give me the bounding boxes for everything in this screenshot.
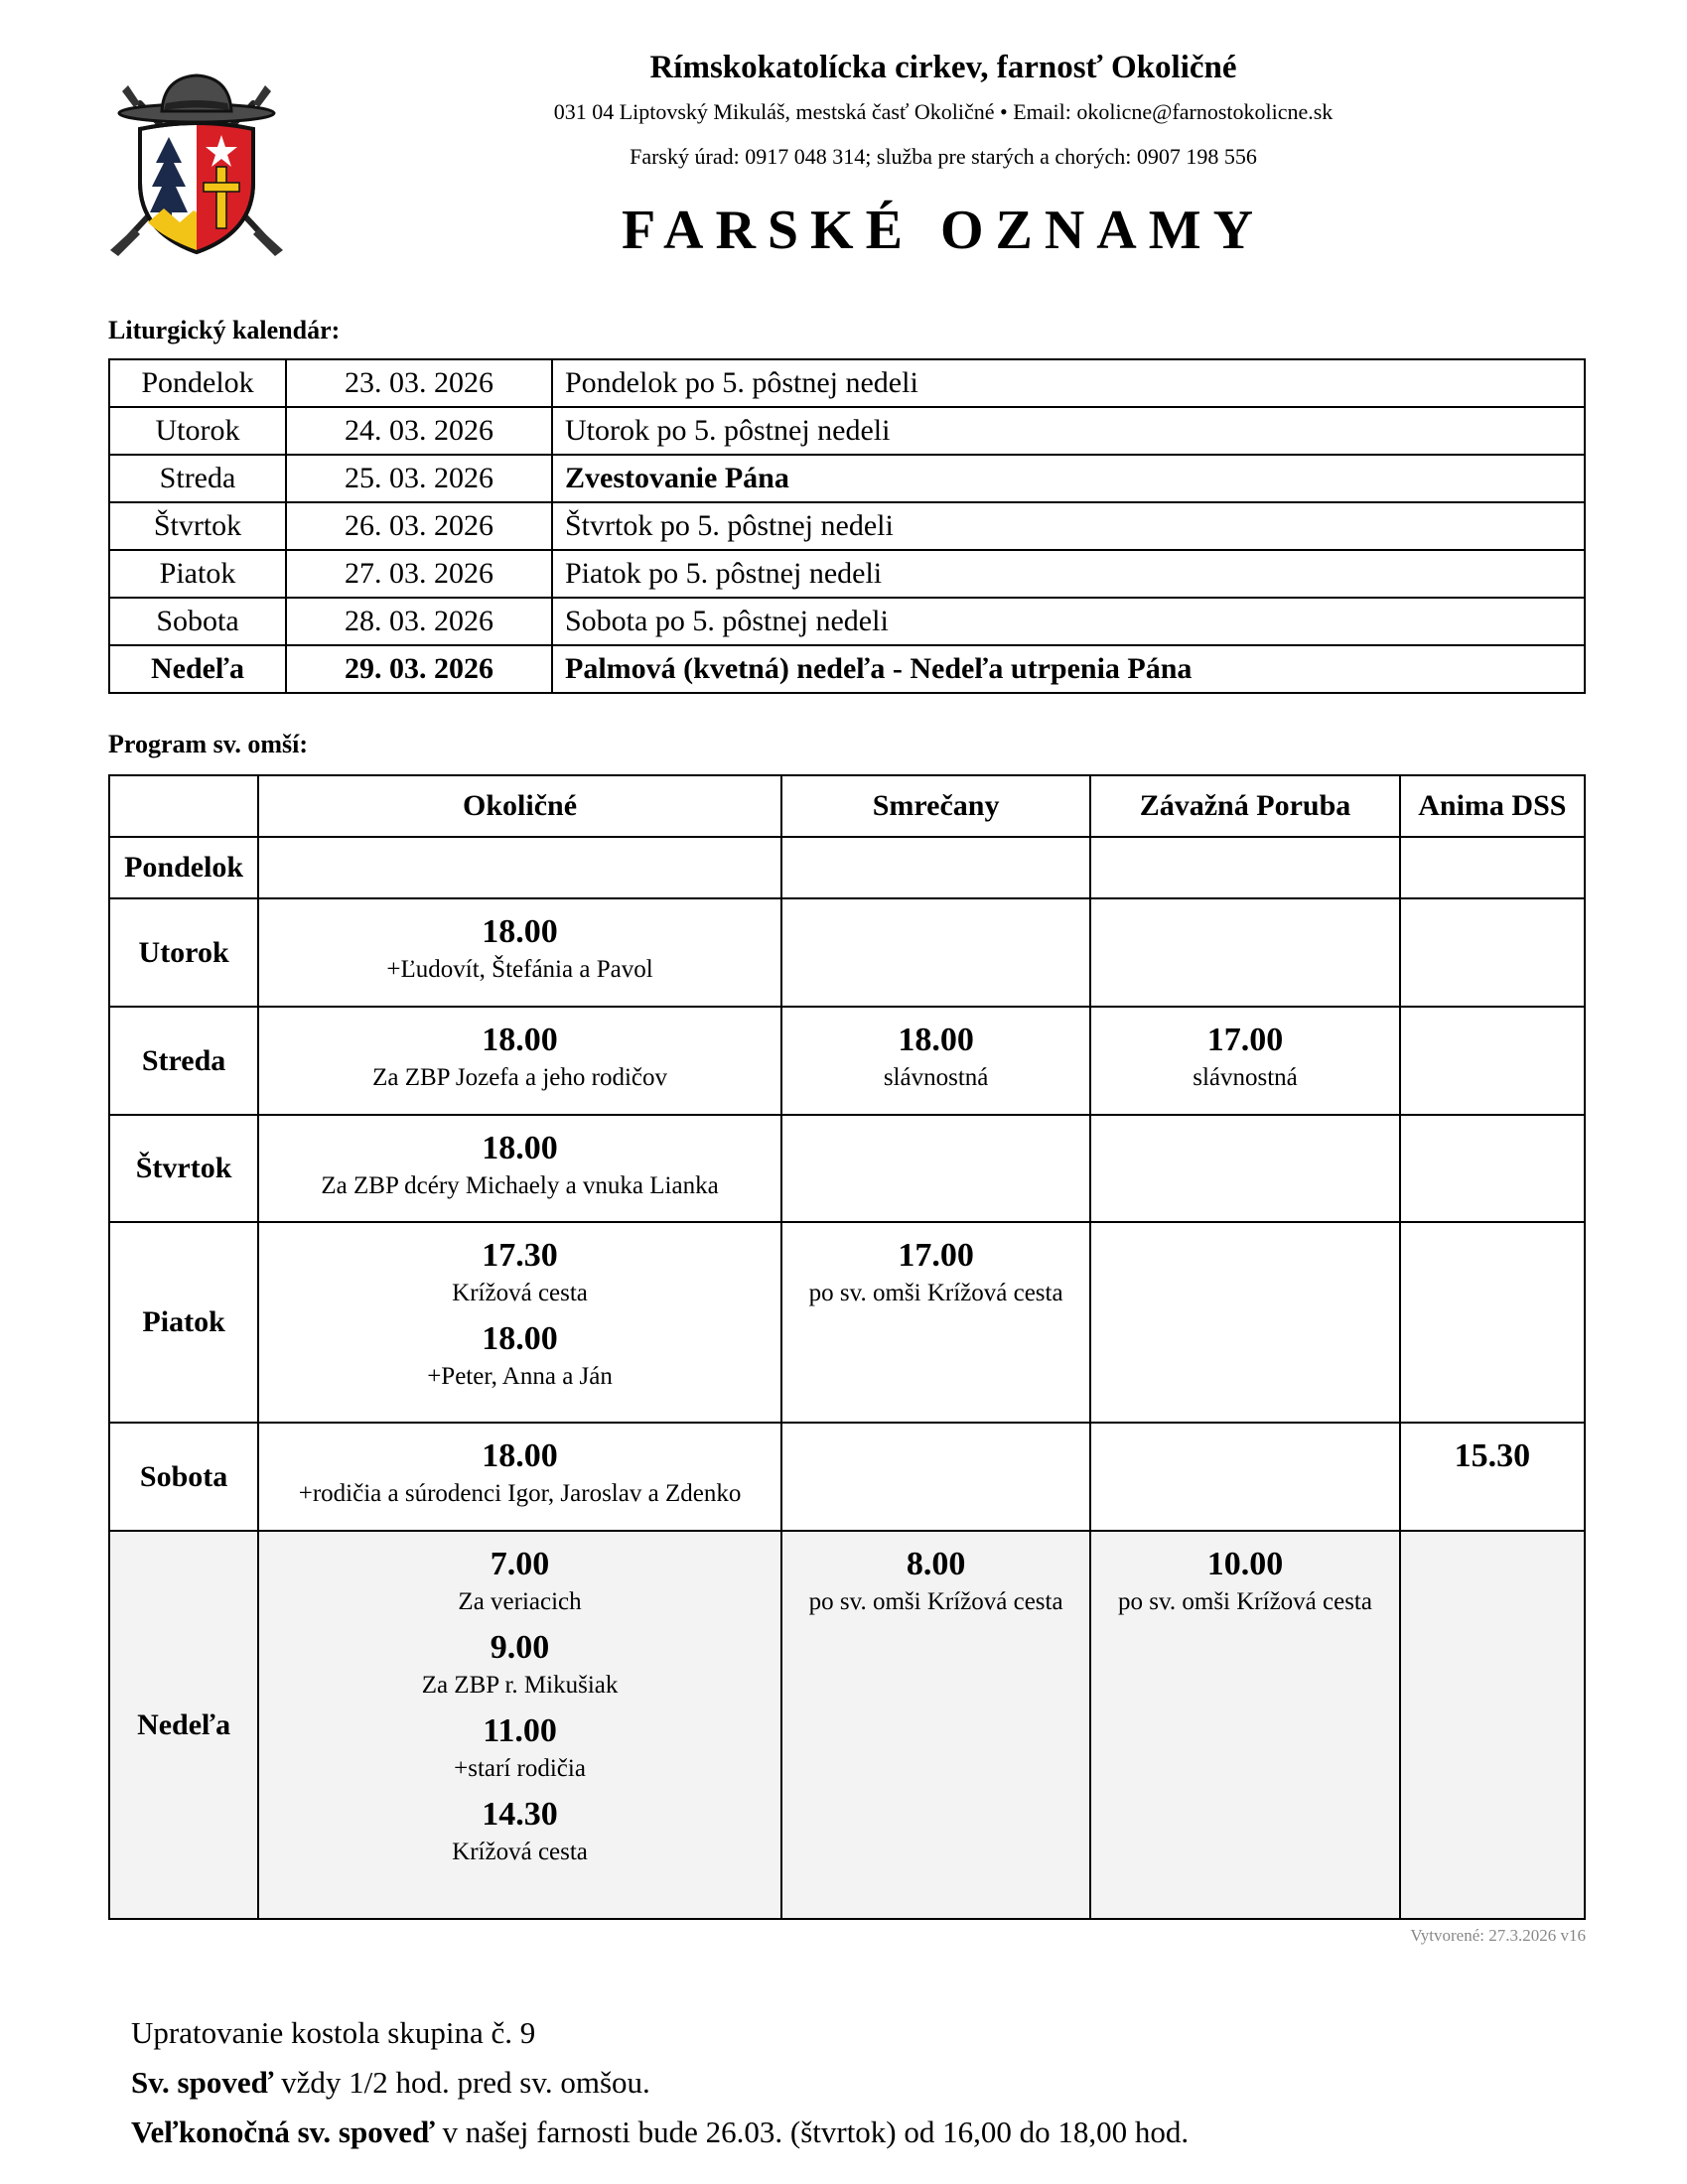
cell-okolicne <box>258 837 781 898</box>
mass-time: 18.00 <box>482 1130 558 1166</box>
cell-zavazna-poruba <box>1090 837 1399 898</box>
mass-intention: po sv. omši Krížová cesta <box>808 1588 1063 1615</box>
mass-intention: Krížová cesta <box>452 1280 588 1306</box>
mass-time: 17.30 <box>482 1237 558 1274</box>
cell-okolicne <box>258 1007 781 1115</box>
column-header-okolicne: Okoličné <box>258 775 781 837</box>
column-header-zavazna-poruba: Závažná Poruba <box>1090 775 1399 837</box>
cell-zavazna-poruba <box>1090 898 1399 1007</box>
confession-note-bold: Sv. spoveď <box>131 2065 274 2100</box>
mass-intention: Za ZBP dcéry Michaely a vnuka Lianka <box>321 1172 719 1199</box>
row-day-label: Piatok <box>109 1222 258 1423</box>
cell-smrecany <box>781 837 1090 898</box>
mass-slot <box>259 899 780 987</box>
calendar-day: Sobota <box>109 598 286 645</box>
calendar-day: Utorok <box>109 407 286 455</box>
mass-intention: po sv. omši Krížová cesta <box>808 1280 1063 1306</box>
calendar-row <box>109 359 1585 407</box>
program-row-tuesday <box>109 898 1585 1007</box>
column-header-smrecany: Smrečany <box>781 775 1090 837</box>
calendar-date: 29. 03. 2026 <box>286 645 552 693</box>
cell-anima-dss <box>1400 898 1585 1007</box>
calendar-row <box>109 455 1585 502</box>
mass-intention: Za ZBP Jozefa a jeho rodičov <box>372 1064 667 1091</box>
program-label: Program sv. omší: <box>108 730 308 758</box>
cell-zavazna-poruba <box>1090 1531 1399 1919</box>
mass-slot <box>259 1619 780 1703</box>
cell-zavazna-poruba <box>1090 1423 1399 1531</box>
cell-anima-dss <box>1400 1423 1585 1531</box>
program-row-saturday <box>109 1423 1585 1531</box>
mass-slot <box>259 1116 780 1203</box>
mass-time: 14.30 <box>482 1796 558 1833</box>
mass-intention: po sv. omši Krížová cesta <box>1118 1588 1372 1615</box>
cell-smrecany <box>781 1222 1090 1423</box>
mass-time: 15.30 <box>1454 1437 1531 1474</box>
calendar-title: Palmová (kvetná) nedeľa - Nedeľa utrpenia Pána <box>552 645 1585 693</box>
easter-confession-note-text: v našej farnosti bude 26.03. (štvrtok) od 16,00 do 18,00 hod. <box>434 2115 1190 2149</box>
mass-time: 17.00 <box>898 1237 974 1274</box>
mass-slot <box>782 1532 1089 1619</box>
cell-smrecany <box>781 1115 1090 1222</box>
mass-intention: Za veriacich <box>458 1588 582 1615</box>
liturgical-calendar-table <box>108 358 1586 694</box>
mass-time: 17.00 <box>1206 1022 1284 1058</box>
calendar-row <box>109 550 1585 598</box>
program-header-row <box>109 775 1585 837</box>
mass-slot <box>259 1703 780 1786</box>
page-title: FARSKÉ OZNAMY <box>621 200 1266 261</box>
mass-time: 18.00 <box>482 1320 558 1357</box>
calendar-day: Štvrtok <box>109 502 286 550</box>
mass-slot <box>782 1223 1089 1310</box>
calendar-date: 25. 03. 2026 <box>286 455 552 502</box>
mass-intention: +Ľudovít, Štefánia a Pavol <box>386 956 653 983</box>
calendar-date: 23. 03. 2026 <box>286 359 552 407</box>
cell-okolicne <box>258 1423 781 1531</box>
cell-anima-dss <box>1400 1222 1585 1423</box>
row-day-label: Sobota <box>109 1423 258 1531</box>
cell-smrecany <box>781 1423 1090 1531</box>
mass-intention: +rodičia a súrodenci Igor, Jaroslav a Zdenko <box>298 1480 742 1507</box>
calendar-row <box>109 645 1585 693</box>
row-day-label: Pondelok <box>109 837 258 898</box>
mass-slot <box>259 1532 780 1619</box>
calendar-date: 24. 03. 2026 <box>286 407 552 455</box>
cell-smrecany <box>781 1531 1090 1919</box>
row-day-label: Nedeľa <box>109 1531 258 1919</box>
cell-okolicne <box>258 1115 781 1222</box>
mass-slot <box>259 1424 780 1511</box>
cleaning-note: Upratovanie kostola skupina č. 9 <box>131 2015 536 2050</box>
easter-confession-note-bold: Veľkonočná sv. spoveď <box>131 2115 435 2149</box>
mass-time: 7.00 <box>490 1546 550 1582</box>
address-line: 031 04 Liptovský Mikuláš, mestská časť Okoličné • Email: okolicne@farnostokolicne.sk <box>553 99 1334 124</box>
mass-slot <box>259 1223 780 1310</box>
calendar-row <box>109 598 1585 645</box>
calendar-day: Streda <box>109 455 286 502</box>
calendar-row <box>109 407 1585 455</box>
row-day-label: Štvrtok <box>109 1115 258 1222</box>
calendar-title: Sobota po 5. pôstnej nedeli <box>552 598 1585 645</box>
mass-intention: +starí rodičia <box>454 1755 586 1782</box>
created-stamp: Vytvorené: 27.3.2026 v16 <box>1410 1926 1586 1945</box>
mass-time: 8.00 <box>906 1546 966 1582</box>
mass-slot <box>782 1008 1089 1095</box>
mass-time: 9.00 <box>490 1629 550 1666</box>
mass-slot <box>259 1310 780 1394</box>
confession-note-text: vždy 1/2 hod. pred sv. omšou. <box>273 2065 650 2100</box>
calendar-label: Liturgický kalendár: <box>108 316 341 344</box>
mass-time: 18.00 <box>482 1437 558 1474</box>
mass-time: 18.00 <box>482 913 558 950</box>
mass-slot <box>1091 1008 1398 1095</box>
program-row-thursday <box>109 1115 1585 1222</box>
program-row-wednesday <box>109 1007 1585 1115</box>
calendar-title: Pondelok po 5. pôstnej nedeli <box>552 359 1585 407</box>
cell-okolicne <box>258 1531 781 1919</box>
cell-okolicne <box>258 1222 781 1423</box>
mass-time: 18.00 <box>898 1022 974 1058</box>
row-day-label: Streda <box>109 1007 258 1115</box>
easter-confession-note <box>131 2115 1189 2150</box>
mass-intention: slávnostná <box>1193 1064 1298 1091</box>
calendar-date: 28. 03. 2026 <box>286 598 552 645</box>
calendar-row <box>109 502 1585 550</box>
parish-coat-of-arms-logo <box>104 64 289 258</box>
mass-slot <box>259 1008 780 1095</box>
cell-smrecany <box>781 1007 1090 1115</box>
calendar-title: Štvrtok po 5. pôstnej nedeli <box>552 502 1585 550</box>
parish-name: Rímskokatolícka cirkev, farnosť Okoličné <box>649 50 1237 85</box>
calendar-date: 26. 03. 2026 <box>286 502 552 550</box>
cell-smrecany <box>781 898 1090 1007</box>
cell-zavazna-poruba <box>1090 1007 1399 1115</box>
mass-intention: Krížová cesta <box>452 1839 588 1865</box>
cell-okolicne <box>258 898 781 1007</box>
phone-line: Farský úrad: 0917 048 314; služba pre starých a chorých: 0907 198 556 <box>630 144 1257 169</box>
mass-slot <box>1091 1532 1398 1619</box>
cell-anima-dss <box>1400 1007 1585 1115</box>
program-row-friday <box>109 1222 1585 1423</box>
mass-intention: +Peter, Anna a Ján <box>427 1363 613 1390</box>
row-day-label: Utorok <box>109 898 258 1007</box>
mass-intention: Za ZBP r. Mikušiak <box>421 1672 619 1699</box>
cell-zavazna-poruba <box>1090 1115 1399 1222</box>
cell-anima-dss <box>1400 1531 1585 1919</box>
calendar-day: Nedeľa <box>109 645 286 693</box>
mass-time: 18.00 <box>482 1022 558 1058</box>
calendar-day: Pondelok <box>109 359 286 407</box>
calendar-title: Zvestovanie Pána <box>552 455 1585 502</box>
calendar-title: Piatok po 5. pôstnej nedeli <box>552 550 1585 598</box>
cell-anima-dss <box>1400 837 1585 898</box>
mass-slot <box>1401 1424 1584 1477</box>
program-corner-cell <box>109 775 258 837</box>
mass-program-table <box>108 774 1586 1920</box>
mass-time: 11.00 <box>483 1712 557 1749</box>
mass-intention: slávnostná <box>883 1064 989 1091</box>
calendar-date: 27. 03. 2026 <box>286 550 552 598</box>
mass-slot <box>259 1786 780 1869</box>
column-header-anima-dss: Anima DSS <box>1400 775 1585 837</box>
confession-note <box>131 2065 650 2101</box>
program-row-sunday <box>109 1531 1585 1919</box>
cell-zavazna-poruba <box>1090 1222 1399 1423</box>
calendar-day: Piatok <box>109 550 286 598</box>
mass-time: 10.00 <box>1206 1546 1284 1582</box>
cell-anima-dss <box>1400 1115 1585 1222</box>
program-row-monday <box>109 837 1585 898</box>
calendar-title: Utorok po 5. pôstnej nedeli <box>552 407 1585 455</box>
